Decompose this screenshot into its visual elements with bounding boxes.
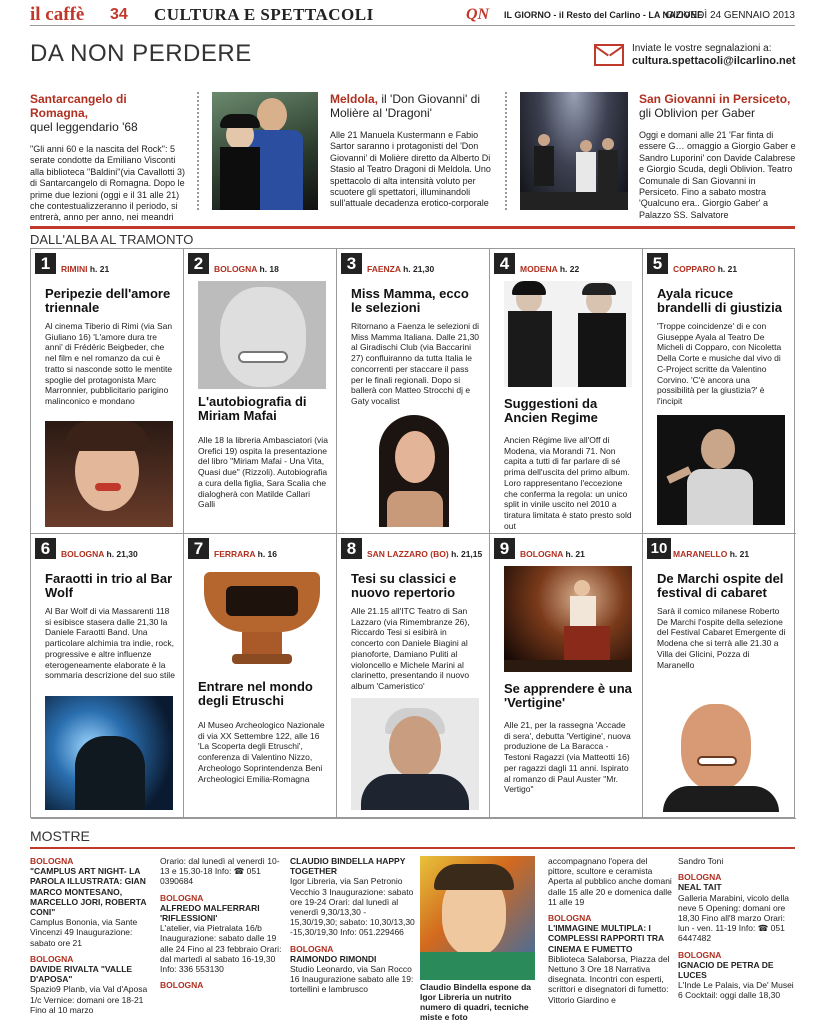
top-place: Santarcangelo di Romagna,: [30, 92, 127, 120]
event-number: 10: [647, 538, 671, 559]
top-text: Alle 21 Manuela Kustermann e Fabio Sartor saranno i protagonisti del 'Don Giovanni' di Molière diretto da Alberto Di Stasio al Teatro Dragoni di Meldola. Uno spettacolo di alta intensità voluto per scuotere gli spettatori, illuminandoli sull'attuale decadenza erotico-corporale: [330, 130, 491, 209]
mostre-column-5: [678, 856, 795, 1001]
mostre-column-2: [160, 856, 285, 990]
event-location: [61, 549, 138, 559]
mostra-city: BOLOGNA: [290, 943, 334, 954]
top-place: Meldola,: [330, 92, 379, 106]
event-photo: [45, 696, 173, 810]
event-photo: [657, 694, 785, 812]
mostra-city: BOLOGNA: [678, 872, 722, 883]
event-time: h. 21: [89, 264, 110, 274]
mostra-city: BOLOGNA: [160, 980, 204, 991]
mostra-info: Igor Libreria, via San Petronio Vecchio 3 Inaugurazione: sabato ore 19-24 Orari: dal lunedì al venerdì 9,30/13,30 - 15,30/19,30; sabato: 10,30/13,30 -15,30/19,30 Info: 051.229466: [290, 876, 415, 938]
event-photo: [351, 698, 479, 810]
mostra-name: NEAL TAIT: [678, 882, 722, 893]
event-card: [184, 249, 337, 534]
event-location: [520, 549, 585, 559]
top-article-3: [639, 92, 797, 221]
section-rule: [30, 226, 795, 229]
mostre-column-1: [30, 856, 155, 1015]
event-title: L'autobiografia di Miriam Mafai: [198, 394, 307, 423]
top-title: gli Oblivion per Gaber: [639, 106, 756, 120]
mostra-info: Orario: dal lunedì al venerdì 10-13 e 15.30-18 Info: ☎ 051 0390684: [160, 856, 280, 887]
mostre-column-3: [290, 856, 415, 995]
event-text: Alle 21.15 all'ITC Teatro di San Lazzaro (via Rimembranze 26), Riccardo Tesi si esibirà in concerto con Daniele Biagini al pianoforte, Damiano Puliti al violoncello e Michele Marini al clarinetto, presentando il nuovo album 'Cameristico': [351, 606, 470, 691]
mostra-info: Spazio9 Planb, via Val d'Aposa 1/c Vernice: domani ore 18-21 Fino al 10 marzo: [30, 984, 148, 1015]
event-city: SAN LAZZARO (BO): [367, 549, 449, 559]
event-number: 2: [188, 253, 209, 274]
top-place: San Giovanni in Persiceto,: [639, 92, 791, 106]
mostra-info: Galleria Marabini, vicolo della neve 5 Opening: domani ore 18,30 Fino all'8 marzo Orari: lun - ven. 11-19 Info: ☎ 051 6447482: [678, 892, 790, 944]
top-title: quel leggendario '68: [30, 120, 138, 134]
painting-caption: Claudio Bindella espone da Igor Libreria un nutrito numero di quadri, tecniche miste e foto: [420, 982, 531, 1022]
event-time: h. 21: [717, 264, 738, 274]
event-time: h. 21: [729, 549, 750, 559]
mostre-rule: [30, 847, 795, 849]
mostre-column-4: [548, 856, 673, 1005]
date: GIOVEDÌ 24 GENNAIO 2013: [665, 10, 795, 21]
mostra-info: Studio Leonardo, via San Rocco 16 Inaugurazione sabato alle 19: tortellini e lambrusco: [290, 964, 414, 995]
event-city: RIMINI: [61, 264, 88, 274]
event-time: h. 21: [565, 549, 585, 559]
event-card: [490, 534, 643, 819]
event-number: 4: [494, 253, 515, 274]
event-card: [31, 249, 184, 534]
event-location: [673, 549, 749, 559]
event-city: MARANELLO: [673, 549, 728, 559]
event-text: Al Museo Archeologico Nazionale di via XX Settembre 122, alle 16 'La Scoperta degli Etruschi', conferenza di Valentino Nizzo, Archeologo Soprintendenza Beni Archeologici Emilia-Romagna: [198, 720, 325, 784]
event-city: BOLOGNA: [520, 549, 564, 559]
event-time: h. 16: [257, 549, 277, 559]
event-text: Ancien Régime live all'Off di Modena, via Morandi 71. Non capita a tutti di far parlare di sé prima dell'uscita del primo album. Loro rappresentano l'eccezione che conferma la regola: un unico split in vinile uscito nel 2010 a tiratura limitata è stato presto sold out: [504, 435, 632, 531]
event-text: Alle 21, per la rassegna 'Accade di sera', debutta 'Vertigine', nuova produzione de La Baracca - Testoni Ragazzi (via Matteotti 16) per ragazzi dagli 11 anni. Ispirato al romanzo di Paul Auster "Mr. Vertigo": [504, 720, 631, 795]
event-photo: [351, 411, 479, 527]
event-photo: [657, 415, 785, 525]
event-title: Ayala ricuce brandelli di giustizia: [657, 286, 782, 315]
papers: IL GIORNO - il Resto del Carlino - LA NAZIONE: [504, 10, 704, 20]
painting-photo: [420, 856, 535, 980]
event-number: 5: [647, 253, 668, 274]
page-header: [30, 4, 795, 26]
mostra-info: Camplus Bononia, via Sante Vincenzi 49 Inaugurazione: sabato ore 21: [30, 917, 138, 948]
event-city: FERRARA: [214, 549, 256, 559]
mostra-name: ALFREDO MALFERRARI 'RIFLESSIONI': [160, 902, 260, 924]
event-photo: [504, 281, 632, 387]
event-photo: [198, 281, 326, 389]
event-time: h. 18: [259, 264, 279, 274]
event-card: [31, 534, 184, 819]
event-title: Peripezie dell'amore triennale: [45, 286, 171, 315]
mostra-name: CLAUDIO BINDELLA HAPPY TOGETHER: [290, 856, 406, 877]
event-photo: [504, 566, 632, 672]
event-location: [673, 264, 737, 274]
page-number: 34: [110, 6, 128, 23]
mail-icon: [594, 44, 624, 66]
stage-photo: [520, 92, 628, 210]
event-card: [643, 534, 796, 819]
event-title: Miss Mamma, ecco le selezioni: [351, 286, 469, 315]
divider: [505, 92, 507, 210]
top-article-2: [330, 92, 492, 210]
event-time: h. 21,30: [106, 549, 138, 559]
top-title: il 'Don Giovanni' di Molière al 'Dragoni': [330, 92, 480, 120]
mostra-name: IGNACIO DE PETRA DE LUCES: [678, 959, 774, 981]
event-city: MODENA: [520, 264, 558, 274]
event-text: Al Bar Wolf di via Massarenti 118 si esibisce stasera dalle 21,30 la Daniele Faraotti Band. Una particolare alchimia tra indie, rock, progressive e altre influenze eterogeneamente elaborate è la sommaria descrizione del suo stile: [45, 606, 175, 681]
event-number: 1: [35, 253, 56, 274]
mostra-city: BOLOGNA: [548, 913, 592, 924]
event-photo: [45, 421, 173, 527]
event-time: h. 21,15: [451, 549, 483, 559]
events-grid: [30, 248, 795, 818]
event-card: [643, 249, 796, 534]
event-location: [214, 549, 277, 559]
mostra-name: RAIMONDO RIMONDI: [290, 953, 377, 964]
event-text: Al cinema Tiberio di Rimi (via San Giuliano 16) 'L'amore dura tre anni' di Frédéric Beigbeder, che nel film e nel romanzo da cui è tratto si nasconde sotto le mentite spoglie del protagonista Marc Marronnier, pubblicitario parigino malinconico e mondano: [45, 321, 173, 406]
event-title: Se apprendere è una 'Vertigine': [504, 681, 632, 710]
event-number: 6: [35, 538, 56, 559]
event-text: Ritornano a Faenza le selezioni di Miss Mamma Italiana. Dalle 21,30 al Giradischi Club (via Baccarini 27) confluiranno da tutta Italia le concorrenti per staccare il pass per le finali regionali. Dopo si ballerà con Matteo Strocchi dj e Gaty vocalist: [351, 321, 480, 406]
page-title: DA NON PERDERE: [30, 40, 252, 67]
event-text: 'Troppe coincidenze' di e con Giuseppe Ayala al Teatro De Micheli di Copparo, con Nicoletta Della Corte e musiche dal vivo di C-Project scritte da Valentino Corvino. 'C'è ancora una possibilità per la giustizia?' è l'incipit: [657, 321, 782, 406]
event-city: BOLOGNA: [61, 549, 105, 559]
event-location: [367, 264, 434, 274]
section-subtitle: DALL'ALBA AL TRAMONTO: [30, 232, 194, 247]
divider: [197, 92, 199, 210]
mostra-info: L'Inde Le Palais, via De' Musei 6 Cocktail: oggi dalle 18,30: [678, 980, 794, 1001]
contact: [632, 42, 796, 68]
top-text: Oggi e domani alle 21 'Far finta di essere G… omaggio a Giorgio Gaber e Sandro Luporini' con Davide Calabrese e Giorgio Scuda, degli Oblivion. Teatro Comunale di San Giovanni in Persiceto. Fino a sabato mostra 'Qualcuno era.. Giorgio Gaber' a Palazzo SS. Salvatore: [639, 130, 796, 220]
event-number: 7: [188, 538, 209, 559]
mostra-city: BOLOGNA: [160, 892, 204, 903]
event-city: COPPARO: [673, 264, 716, 274]
mostra-name: DAVIDE RIVALTA "VALLE D'APOSA": [30, 964, 133, 985]
top-article-1: [30, 92, 185, 224]
event-number: 8: [341, 538, 362, 559]
event-title: Faraotti in trio al Bar Wolf: [45, 571, 173, 600]
contact-line: Inviate le vostre segnalazioni a:: [632, 43, 772, 54]
event-time: h. 21,30: [403, 264, 435, 274]
event-card: [337, 249, 490, 534]
event-card: [490, 249, 643, 534]
qn-logo: QN: [466, 6, 490, 23]
contact-email[interactable]: cultura.spettacoli@ilcarlino.net: [632, 55, 796, 67]
event-location: [61, 264, 109, 274]
mostra-name: L'IMMAGINE MULTIPLA: I COMPLESSI RAPPORTI TRA CINEMA E FUMETTO: [548, 923, 664, 954]
mostra-city: BOLOGNA: [678, 949, 722, 960]
event-title: Tesi su classici e nuovo repertorio: [351, 571, 457, 600]
section-title: CULTURA E SPETTACOLI: [154, 5, 374, 24]
event-text: Sarà il comico milanese Roberto De Marchi l'ospite della selezione del Festival Cabaret Emergente di Modena che si terrà alle 21.30 a Villa dei Glicini, Pozza di Maranello: [657, 606, 786, 670]
event-number: 3: [341, 253, 362, 274]
event-city: BOLOGNA: [214, 264, 258, 274]
mostra-info: Sandro Toni: [678, 856, 724, 866]
event-location: [367, 549, 482, 559]
event-title: De Marchi ospite del festival di cabaret: [657, 571, 784, 600]
mostra-city: BOLOGNA: [30, 953, 74, 964]
event-time: h. 22: [559, 264, 580, 274]
mostra-name: "CAMPLUS ART NIGHT- LA PAROLA ILLUSTRATA: GIAN MARCO MONTESANO, MARCELLO JORI, ROBERTA CONI": [30, 866, 147, 918]
top-text: "Gli anni 60 e la nascita del Rock": 5 serate condotte da Emiliano Visconti alla biblioteca "Baldini"(via Cavallotti 3) di Santarcangelo di Romagna. Dopo le prime due lezioni (oggi e il 31 alle 21) che contestualizzeranno il periodo, si entrerà, anno per anno, nei meandri: [30, 144, 185, 223]
mostra-info: Biblioteca Salaborsa, Piazza del Nettuno 3 Ore 18 Narrativa disegnata. Incontri con esperti, scrittori e disegnatori di fumetto: Vittorio Giardino e: [548, 953, 670, 1005]
mostra-city: BOLOGNA: [30, 856, 74, 866]
mostra-info: accompagnano l'opera del pittore, scultore e ceramista Aperta al pubblico anche domani dalle 15 alle 20 e domenica dalle 11 alle 19: [548, 856, 672, 907]
event-city: FAENZA: [367, 264, 401, 274]
event-photo: [198, 566, 326, 672]
event-location: [214, 264, 279, 274]
brand: il caffè: [30, 4, 85, 25]
event-card: [337, 534, 490, 819]
theatre-photo: [212, 92, 318, 210]
event-location: [520, 264, 579, 274]
event-number: 9: [494, 538, 515, 559]
event-title: Entrare nel mondo degli Etruschi: [198, 679, 313, 708]
event-title: Suggestioni da Ancien Regime: [504, 396, 598, 425]
mostra-info: L'atelier, via Pietralata 16/b Inaugurazione: sabato dalle 19 alle 24 Fino al 23 febbraio Orari: dal martedì al sabato 16-19,30 Info: 336 553130: [160, 923, 282, 975]
event-text: Alle 18 la libreria Ambasciatori (via Orefici 19) ospita la presentazione del libro "Miriam Mafai - Una Vita, Quasi due" (Rizzoli). Autobiografia a cura della figlia, Sara Scalia che dialogherà con Matilde Callari Galli: [198, 435, 328, 510]
mostre-title: MOSTRE: [30, 828, 90, 844]
event-card: [184, 534, 337, 819]
